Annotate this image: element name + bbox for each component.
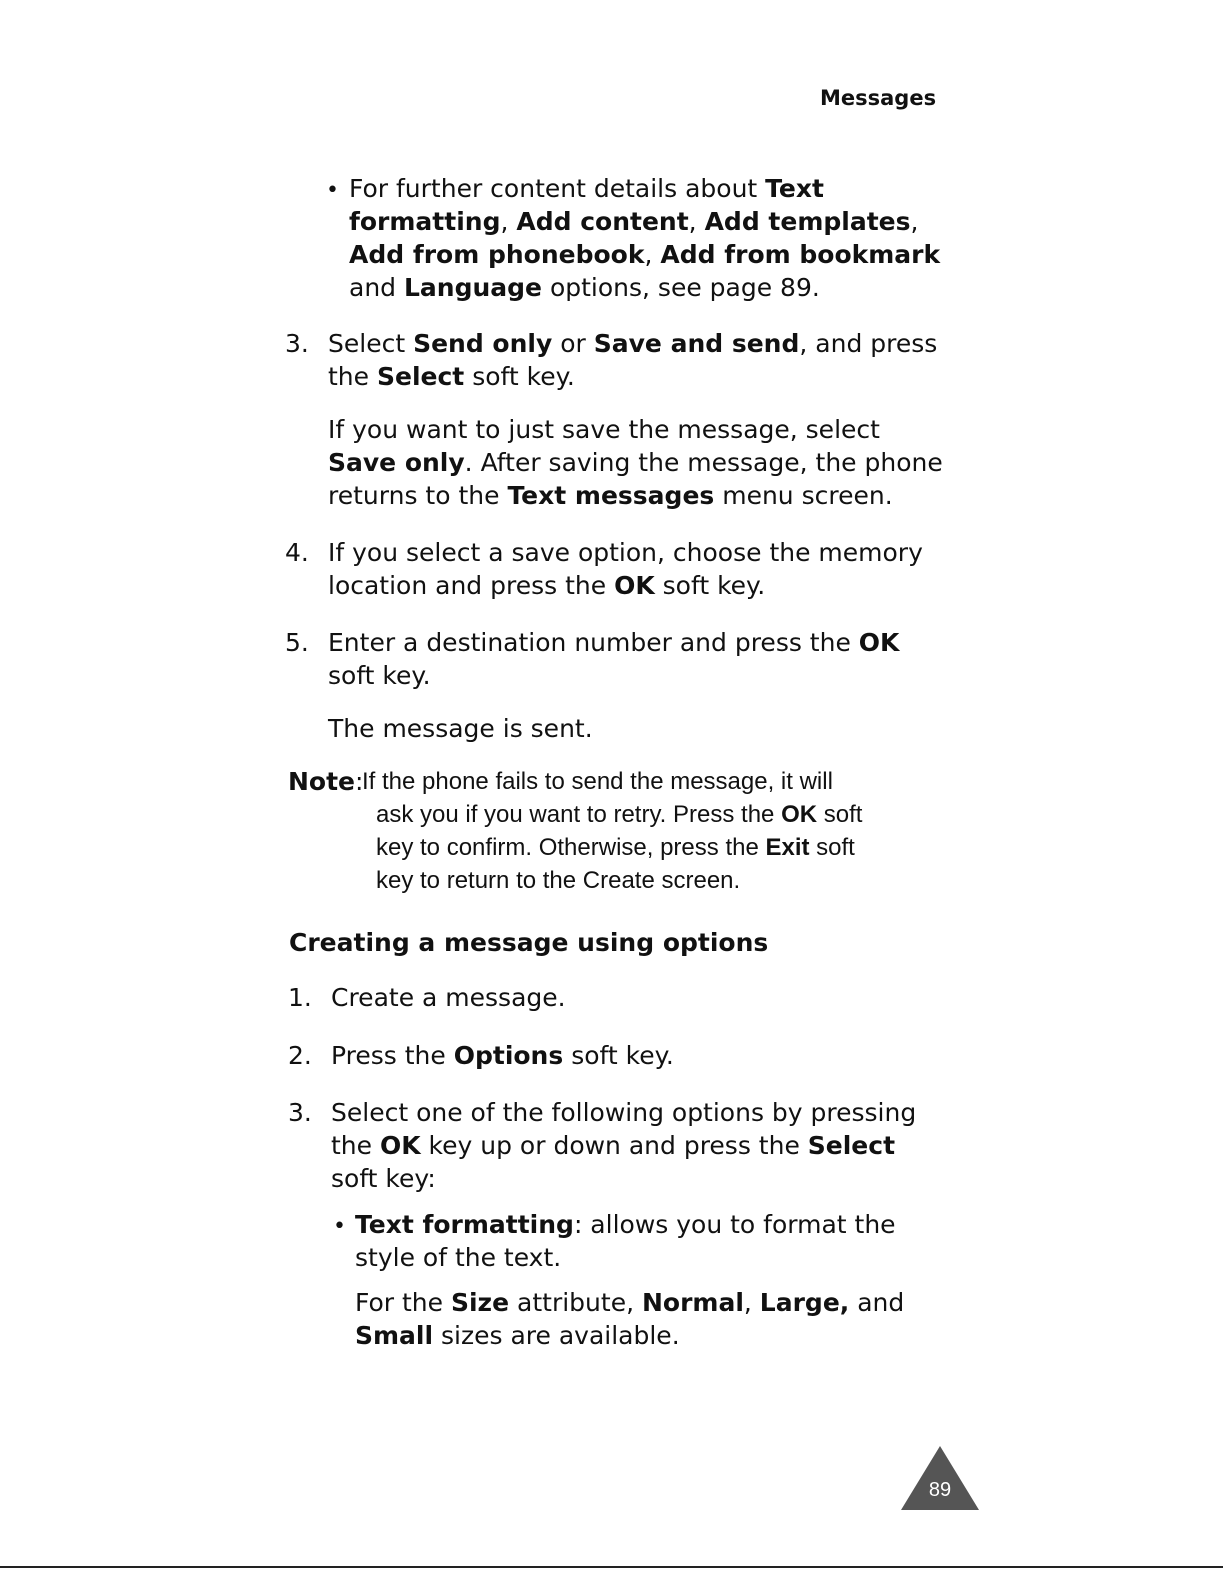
text: menu screen.: [714, 481, 893, 510]
bold-term: Normal: [641, 1288, 744, 1317]
step-3: [328, 327, 968, 393]
step-number: 5.: [285, 628, 309, 657]
step-4: [328, 536, 968, 602]
section-heading: Creating a message using options: [289, 928, 769, 957]
page-number: 89: [928, 1479, 952, 1501]
text: soft key.: [654, 571, 766, 600]
text: soft key.: [563, 1041, 674, 1070]
step-5: [328, 626, 968, 692]
text: For further content details about: [349, 174, 766, 203]
bold-term: Add from bookmark: [660, 240, 941, 269]
text: ,: [688, 207, 705, 236]
text: or: [552, 329, 594, 358]
bold-term: Text: [765, 174, 824, 203]
bold-term: Options: [453, 1041, 564, 1070]
text: For the: [355, 1288, 451, 1317]
step-number: 1.: [288, 983, 312, 1012]
text: key up or down and press the: [420, 1131, 808, 1160]
text: :: [355, 767, 364, 796]
bullet-dot: •: [333, 1214, 346, 1239]
bold-term: Text messages: [507, 481, 715, 510]
text: soft key:: [331, 1164, 436, 1193]
text: the: [331, 1131, 380, 1160]
bold-term: Text formatting: [355, 1210, 574, 1239]
step-number: 2.: [288, 1041, 312, 1070]
text: , and press: [799, 329, 938, 358]
bold-term: Select: [807, 1131, 896, 1160]
bold-term: OK: [858, 628, 900, 657]
text: soft key.: [464, 362, 575, 391]
bold-term: Exit: [765, 834, 810, 861]
running-header: Messages: [820, 86, 937, 110]
text: soft: [809, 834, 855, 861]
text: Select: [328, 329, 414, 358]
triangle-shape: [899, 1444, 981, 1512]
bold-term: Send only: [413, 329, 553, 358]
text: options, see page 89.: [542, 273, 820, 302]
triangle-page-number-icon: [899, 1444, 981, 1512]
bottom-rule: [0, 1566, 1223, 1568]
text: Enter a destination number and press the: [328, 628, 859, 657]
text: : allows you to format the: [573, 1210, 896, 1239]
text: ,: [910, 207, 919, 236]
bold-term: Add templates: [704, 207, 911, 236]
bold-term: OK: [379, 1131, 421, 1160]
option-step-1: Create a message.: [331, 983, 566, 1012]
bullet-further-details: [349, 172, 969, 304]
note-body: [376, 798, 976, 897]
bold-term: Large,: [759, 1288, 850, 1317]
note-label: [288, 765, 363, 798]
text: and: [349, 273, 404, 302]
text: ask you if you want to retry. Press the: [376, 801, 782, 828]
text: . After saving the message, the phone: [464, 448, 943, 477]
step-number: 3.: [288, 1098, 312, 1127]
bold-term: Small: [355, 1321, 434, 1350]
bold-term: Add content: [516, 207, 689, 236]
text: If you want to just save the message, select: [328, 415, 880, 444]
text: the: [328, 362, 377, 391]
text: location and press the: [328, 571, 615, 600]
text: soft: [817, 801, 863, 828]
option-step-2: [331, 1039, 674, 1072]
text: style of the text.: [355, 1243, 562, 1272]
bold-term: Size: [450, 1288, 510, 1317]
text: If you select a save option, choose the memory: [328, 538, 923, 567]
text: Press the: [331, 1041, 454, 1070]
step-3-detail: [328, 413, 968, 512]
note-label-text: Note: [288, 767, 356, 796]
text: returns to the: [328, 481, 508, 510]
text: sizes are available.: [433, 1321, 680, 1350]
note-line-1: If the phone fails to send the message, it will: [362, 768, 833, 795]
text: attribute,: [509, 1288, 642, 1317]
bold-term: Language: [403, 273, 542, 302]
bold-term: Add from phonebook: [349, 240, 645, 269]
bold-term: Save only: [328, 448, 465, 477]
bold-term: Select: [376, 362, 465, 391]
bullet-dot: •: [326, 178, 339, 203]
bold-term: Save and send: [593, 329, 800, 358]
text: Select one of the following options by pressing: [331, 1098, 917, 1127]
bold-term: OK: [781, 801, 818, 828]
bold-term: OK: [614, 571, 655, 600]
bullet-text-formatting: [355, 1208, 975, 1274]
text: and: [849, 1288, 905, 1317]
text: ,: [644, 240, 661, 269]
text: key to confirm. Otherwise, press the: [376, 834, 766, 861]
step-number: 3.: [285, 329, 309, 358]
step-5-result: The message is sent.: [328, 714, 593, 743]
option-step-3: [331, 1096, 971, 1195]
text-formatting-size-detail: [355, 1286, 975, 1352]
text: ,: [500, 207, 517, 236]
step-number: 4.: [285, 538, 309, 567]
bold-term: formatting: [349, 207, 501, 236]
text: ,: [743, 1288, 760, 1317]
text: soft key.: [328, 661, 431, 690]
text: key to return to the Create screen.: [376, 867, 741, 894]
